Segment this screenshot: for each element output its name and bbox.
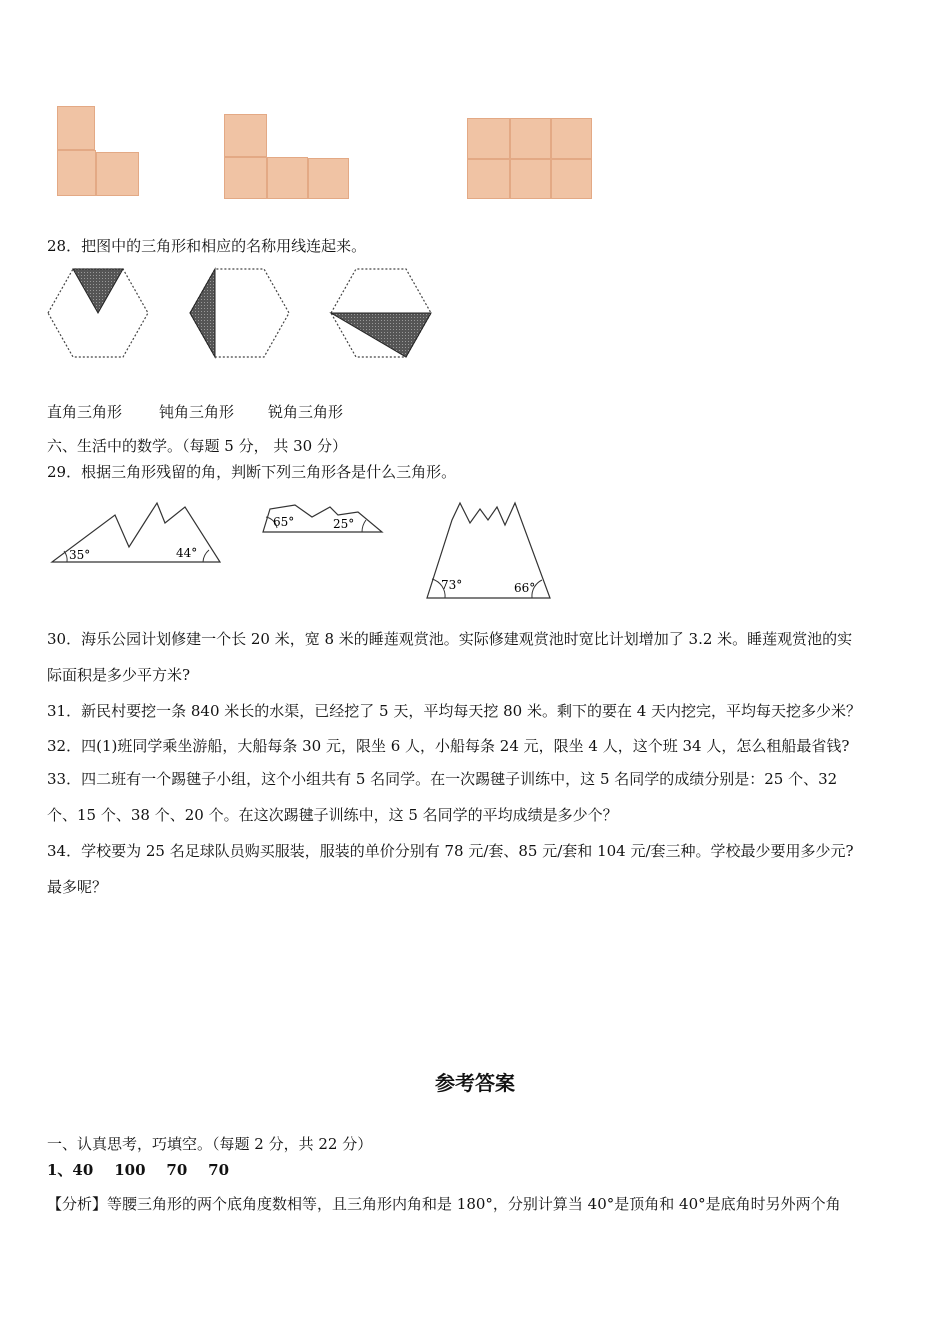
answers-section1: 一、认真思考，巧填空。（每题 2 分，共 22 分） bbox=[47, 1135, 373, 1153]
angle-t3-left: 73° bbox=[441, 578, 463, 592]
torn-triangle-2 bbox=[263, 505, 382, 532]
hexagon-3 bbox=[331, 269, 431, 357]
hexagon-figures bbox=[0, 260, 460, 370]
section6-title: 六、生活中的数学。（每题 5 分， 共 30 分） bbox=[47, 437, 347, 455]
q30-line1: 30．海乐公园计划修建一个长 20 米，宽 8 米的睡莲观赏池。实际修建观赏池时宽比计划增加了 3.2 米。睡莲观赏池的实 bbox=[47, 630, 853, 648]
q31-text: 31．新民村要挖一条 840 米长的水渠，已经挖了 5 天，平均每天挖 80 米。剩下的要在 4 天内挖完，平均每天挖多少米？ bbox=[47, 702, 862, 720]
answer-1: 1、40 100 70 70 bbox=[47, 1161, 230, 1179]
label-acute-triangle: 锐角三角形 bbox=[268, 403, 344, 421]
label-obtuse-triangle: 钝角三角形 bbox=[159, 403, 235, 421]
q30-line2: 际面积是多少平方米? bbox=[47, 666, 191, 684]
q29-text: 29．根据三角形残留的角，判断下列三角形各是什么三角形。 bbox=[47, 463, 457, 481]
angle-t1-right: 44° bbox=[176, 546, 198, 560]
q28-text: 28．把图中的三角形和相应的名称用线连起来。 bbox=[47, 237, 367, 255]
torn-triangle-3 bbox=[427, 503, 550, 598]
q33-line1: 33．四二班有一个踢毽子小组，这个小组共有 5 名同学。在一次踢毽子训练中，这 5 名同学的成绩分别是：25 个、32 bbox=[47, 770, 838, 788]
q32-text: 32．四(1)班同学乘坐游船，大船每条 30 元，限坐 6 人，小船每条 24 元，限坐 4 人，这个班 34 人，怎么租船最省钱? bbox=[47, 737, 850, 755]
torn-triangle-1 bbox=[52, 503, 220, 562]
answers-title: 参考答案 bbox=[435, 1071, 515, 1095]
label-right-triangle: 直角三角形 bbox=[47, 403, 123, 421]
q33-line2: 个、15 个、38 个、20 个。在这次踢毽子训练中，这 5 名同学的平均成绩是多少个？ bbox=[47, 806, 618, 824]
answer-1-analysis: 【分析】等腰三角形的两个底角度数相等，且三角形内角和是 180°，分别计算当 40°是顶角和 40°是底角时另外两个角 bbox=[47, 1195, 841, 1213]
angle-t1-left: 35° bbox=[69, 548, 91, 562]
angle-t3-right: 66° bbox=[514, 581, 536, 595]
torn-triangles bbox=[0, 495, 580, 605]
hexagon-2 bbox=[190, 269, 289, 357]
angle-t2-left: 65° bbox=[273, 515, 295, 529]
q34-line2: 最多呢？ bbox=[47, 878, 108, 896]
hexagon-1 bbox=[48, 269, 148, 357]
angle-t2-right: 25° bbox=[333, 517, 355, 531]
q34-line1: 34．学校要为 25 名足球队员购买服装，服装的单价分别有 78 元/套、85 元/套和 104 元/套三种。学校最少要用多少元? bbox=[47, 842, 854, 860]
